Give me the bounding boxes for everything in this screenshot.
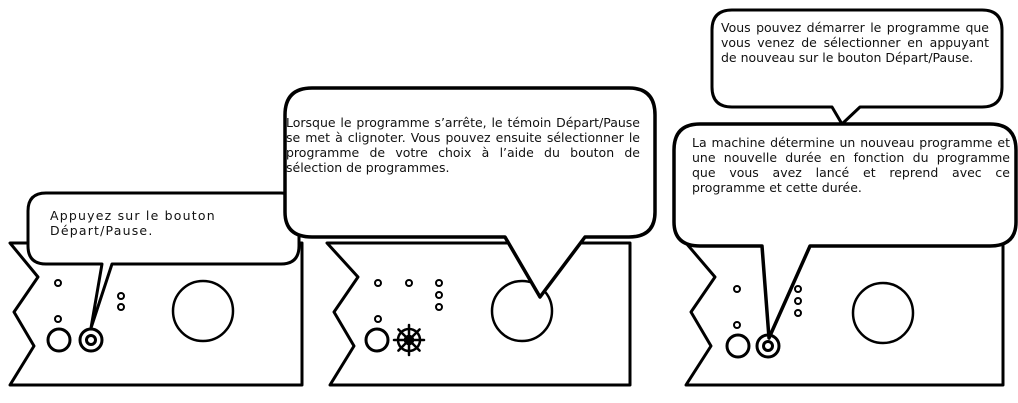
indicator-light — [734, 286, 740, 292]
indicator-light — [734, 322, 740, 328]
indicator-light — [55, 280, 61, 286]
option-button — [48, 329, 70, 351]
panel-outline — [686, 243, 1003, 385]
panel-outline — [327, 243, 630, 385]
program-selector-dial — [173, 281, 233, 341]
indicator-light — [436, 304, 442, 310]
indicator-light — [55, 316, 61, 322]
indicator-light — [406, 280, 412, 286]
blinking-start-pause-button — [394, 325, 424, 355]
start-pause-button-center — [87, 336, 96, 345]
step-3a-instruction: Vous pouvez démarrer le programme que vous venez de sélectionner en appuyant de nouveau sur le bouton Départ/Pause. — [721, 20, 989, 65]
indicator-light — [375, 280, 381, 286]
step-3b-instruction: La machine détermine un nouveau programme et une nouvelle durée en fonction du programme que vous avez lancé et reprend avec ce programme et cette durée. — [692, 135, 1010, 195]
program-selector-dial — [853, 283, 913, 343]
option-button — [727, 335, 749, 357]
indicator-light — [436, 292, 442, 298]
indicator-light — [375, 316, 381, 322]
control-panel-2 — [327, 243, 630, 385]
indicator-light — [795, 286, 801, 292]
indicator-light — [436, 280, 442, 286]
start-pause-button-center — [764, 342, 773, 351]
indicator-light — [118, 304, 124, 310]
indicator-light — [795, 298, 801, 304]
step-1-instruction: Appuyez sur le bouton Départ/Pause. — [50, 208, 216, 238]
step-2-instruction: Lorsque le programme s’arrête, le témoin Départ/Pause se met à clignoter. Vous pouvez ensuite sélectionner le programme de votre choix à l’aide du bouton de sélection de programmes. — [286, 115, 640, 175]
start-pause-button — [80, 329, 102, 351]
option-button — [366, 329, 388, 351]
indicator-light — [795, 310, 801, 316]
control-panel-3 — [686, 243, 1003, 385]
indicator-light — [118, 293, 124, 299]
